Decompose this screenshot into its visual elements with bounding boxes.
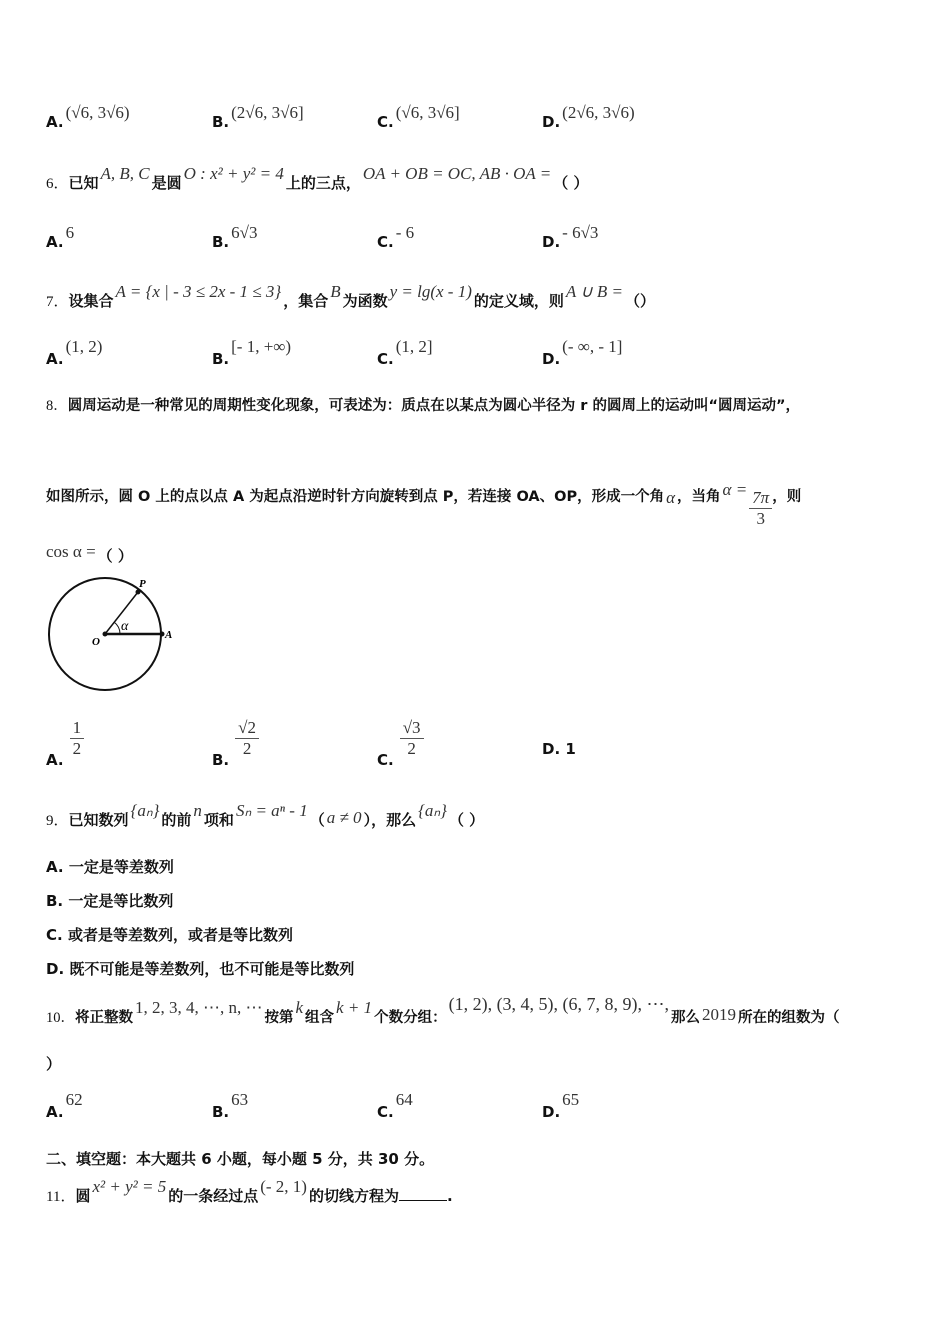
- math: n: [193, 801, 202, 820]
- q6-option-a: [46, 223, 76, 252]
- answer-blank: [399, 1186, 447, 1201]
- math: k + 1: [336, 998, 373, 1017]
- answer-paren: （）: [625, 292, 656, 310]
- option-label: B.: [212, 233, 230, 251]
- math: (1, 2), (3, 4, 5), (6, 7, 8, 9), ⋯,: [448, 994, 670, 1014]
- question-10-close-paren: [46, 1054, 61, 1074]
- numerator: √3: [400, 718, 424, 739]
- question-number: 10．: [46, 1010, 75, 1026]
- option-label: A.: [46, 233, 64, 251]
- answer-paren: （ ）: [97, 547, 133, 565]
- text: ），那么: [363, 811, 417, 829]
- text: 圆: [75, 1187, 91, 1205]
- question-10: [46, 994, 840, 1028]
- text: 个数分组：: [374, 1010, 447, 1026]
- q9-option-a: [46, 857, 174, 877]
- text: ，集合: [283, 292, 329, 310]
- question-number: 8．: [46, 398, 68, 414]
- point-a: [160, 632, 165, 637]
- label-alpha: α: [121, 619, 129, 634]
- math: A ∪ B =: [565, 282, 624, 301]
- option-value: (2√6, 3√6): [562, 103, 635, 122]
- question-number: 9．: [46, 813, 69, 829]
- q6-option-d: [542, 223, 600, 252]
- text: ，当角: [677, 489, 721, 505]
- math: k: [295, 998, 304, 1017]
- q6-option-c: [377, 223, 416, 252]
- math: α =: [722, 480, 748, 499]
- math: {aₙ}: [130, 801, 160, 820]
- q5-option-c: [377, 103, 462, 132]
- section-heading-fill-in: 二、填空题：本大题共 6 小题，每小题 5 分，共 30 分。: [46, 1150, 435, 1168]
- option-fraction: [400, 718, 424, 759]
- question-number: 6．: [46, 176, 69, 192]
- fraction-7pi-over-3: [749, 488, 772, 529]
- question-6: [46, 164, 589, 194]
- option-label: C.: [377, 751, 394, 769]
- text: 的定义域，则: [473, 292, 564, 310]
- option-value: [- 1, +∞): [231, 337, 292, 356]
- math: (- 2, 1): [260, 1177, 307, 1196]
- option-value: (- ∞, - 1]: [562, 337, 623, 356]
- question-number: 7．: [46, 294, 69, 310]
- math: OA + OB = OC, AB · OA =: [362, 164, 552, 183]
- option-fraction: [70, 718, 85, 759]
- q5-option-b: [212, 103, 306, 132]
- option-label: D.: [542, 1103, 561, 1121]
- point-o: [103, 632, 108, 637]
- option-label: B.: [212, 350, 230, 368]
- numerator: 1: [70, 718, 85, 739]
- math: {aₙ}: [418, 801, 447, 820]
- text: 所在的组数为（: [738, 1010, 840, 1026]
- option-label: B.: [212, 1103, 230, 1121]
- math: Sₙ = aⁿ - 1: [235, 801, 308, 820]
- angle-arc: [114, 622, 120, 634]
- option-label: C.: [377, 1103, 394, 1121]
- q10-option-c: [377, 1090, 415, 1122]
- q8-option-c: [377, 718, 424, 769]
- option-text: 一定是等差数列: [68, 858, 174, 876]
- math: α: [666, 488, 676, 507]
- text: 如图所示，圆 O 上的点以点 A 为起点沿逆时针方向旋转到点 P，若连接 OA、OP，形成一个角: [46, 489, 665, 505]
- question-11: [46, 1177, 453, 1207]
- q5-option-a: [46, 103, 132, 132]
- denominator: 2: [407, 739, 416, 758]
- option-label: D.: [46, 960, 65, 978]
- math: y = lg(x - 1): [389, 282, 472, 301]
- q6-option-b: [212, 223, 259, 252]
- question-7: [46, 282, 656, 312]
- option-label: A.: [46, 350, 64, 368]
- option-value: (√6, 3√6]: [395, 103, 460, 122]
- q10-option-b: [212, 1090, 250, 1122]
- option-value: - 6: [395, 223, 415, 242]
- text: ，则: [772, 489, 802, 505]
- question-number: 11．: [46, 1189, 76, 1205]
- answer-paren: （ ）: [553, 174, 589, 192]
- option-text: 或者是等差数列，或者是等比数列: [67, 926, 293, 944]
- question-8-line1: [46, 396, 800, 416]
- option-label: B.: [212, 751, 230, 769]
- option-label: A.: [46, 751, 64, 769]
- option-text: 既不可能是等差数列，也不可能是等比数列: [69, 960, 355, 978]
- option-label: B.: [46, 892, 64, 910]
- denominator: 3: [756, 509, 765, 528]
- math: 2019: [702, 1005, 737, 1024]
- q7-option-a: [46, 337, 104, 369]
- option-label: A.: [46, 1103, 64, 1121]
- option-value: 1: [565, 740, 576, 758]
- math: B: [330, 282, 341, 301]
- math: A = {x | - 3 ≤ 2x - 1 ≤ 3}: [115, 282, 282, 301]
- text: 按第: [264, 1010, 294, 1026]
- numerator: √2: [235, 718, 259, 739]
- text: 为函数: [342, 292, 388, 310]
- text: 圆周运动是一种常见的周期性变化现象，可表述为：质点在以某点为圆心半径为 r 的圆周上的运动叫“圆周运动”，: [67, 398, 801, 414]
- math: cos α =: [46, 542, 96, 561]
- math: 1, 2, 3, 4, ⋯, n, ⋯: [135, 998, 263, 1017]
- q7-option-b: [212, 337, 293, 369]
- text: 是圆: [151, 174, 182, 192]
- option-value: 63: [231, 1090, 249, 1109]
- label-a: A: [165, 629, 173, 641]
- text: 的一条经过点: [168, 1187, 259, 1205]
- option-label: A.: [46, 858, 64, 876]
- text: 的切线方程为: [308, 1187, 399, 1205]
- option-fraction: [235, 718, 259, 759]
- text: 项和: [203, 811, 234, 829]
- option-value: (1, 2]: [395, 337, 433, 356]
- option-label: D.: [542, 113, 561, 131]
- math: x² + y² = 5: [92, 1177, 167, 1196]
- option-text: 一定是等比数列: [68, 892, 174, 910]
- text: 将正整数: [75, 1010, 133, 1026]
- label-o: O: [92, 636, 100, 648]
- math: A, B, C: [100, 164, 150, 183]
- option-value: 65: [562, 1090, 580, 1109]
- q9-option-d: [46, 959, 354, 979]
- q9-option-c: [46, 925, 293, 945]
- option-value: 64: [395, 1090, 413, 1109]
- q8-option-b: [212, 718, 259, 769]
- point-p: [136, 590, 141, 595]
- option-label: C.: [377, 350, 394, 368]
- option-label: C.: [377, 113, 394, 131]
- denominator: 2: [242, 739, 252, 758]
- question-8-line3: [46, 542, 133, 566]
- q10-option-d: [542, 1090, 581, 1122]
- question-8-line2: [46, 476, 801, 529]
- option-label: D.: [542, 740, 561, 758]
- q9-option-b: [46, 891, 173, 911]
- option-label: A.: [46, 113, 64, 131]
- text: 那么: [671, 1010, 701, 1026]
- circle-figure: [40, 572, 180, 697]
- q7-option-d: [542, 337, 624, 369]
- option-value: (√6, 3√6): [65, 103, 130, 122]
- text: 组含: [305, 1010, 335, 1026]
- text: 已知数列: [68, 811, 129, 829]
- option-value: (1, 2): [65, 337, 103, 356]
- label-p: P: [139, 578, 146, 590]
- text: 设集合: [68, 292, 114, 310]
- option-value: 6: [65, 223, 75, 242]
- option-label: D.: [542, 350, 561, 368]
- q5-option-d: [542, 103, 637, 132]
- q8-option-d: [542, 740, 576, 758]
- answer-paren: ）: [46, 1055, 62, 1073]
- q8-option-a: [46, 718, 84, 769]
- math: a ≠ 0: [326, 808, 362, 827]
- q7-option-c: [377, 337, 435, 369]
- option-label: B.: [212, 113, 230, 131]
- text: 上的三点，: [285, 174, 361, 192]
- option-value: - 6√3: [562, 223, 599, 242]
- option-value: (2√6, 3√6]: [231, 103, 304, 122]
- numerator: 7π: [749, 488, 772, 509]
- math: O : x² + y² = 4: [183, 164, 284, 183]
- text: .: [446, 1187, 453, 1205]
- text: 已知: [68, 174, 99, 192]
- denominator: 2: [72, 739, 82, 758]
- option-label: D.: [542, 233, 561, 251]
- answer-paren: （ ）: [448, 811, 485, 829]
- text: 的前: [161, 811, 192, 829]
- text: （: [309, 811, 325, 829]
- option-value: 6√3: [231, 223, 258, 242]
- option-label: C.: [46, 926, 63, 944]
- option-value: 62: [65, 1090, 83, 1109]
- question-9: [46, 801, 485, 831]
- q10-option-a: [46, 1090, 85, 1122]
- option-label: C.: [377, 233, 394, 251]
